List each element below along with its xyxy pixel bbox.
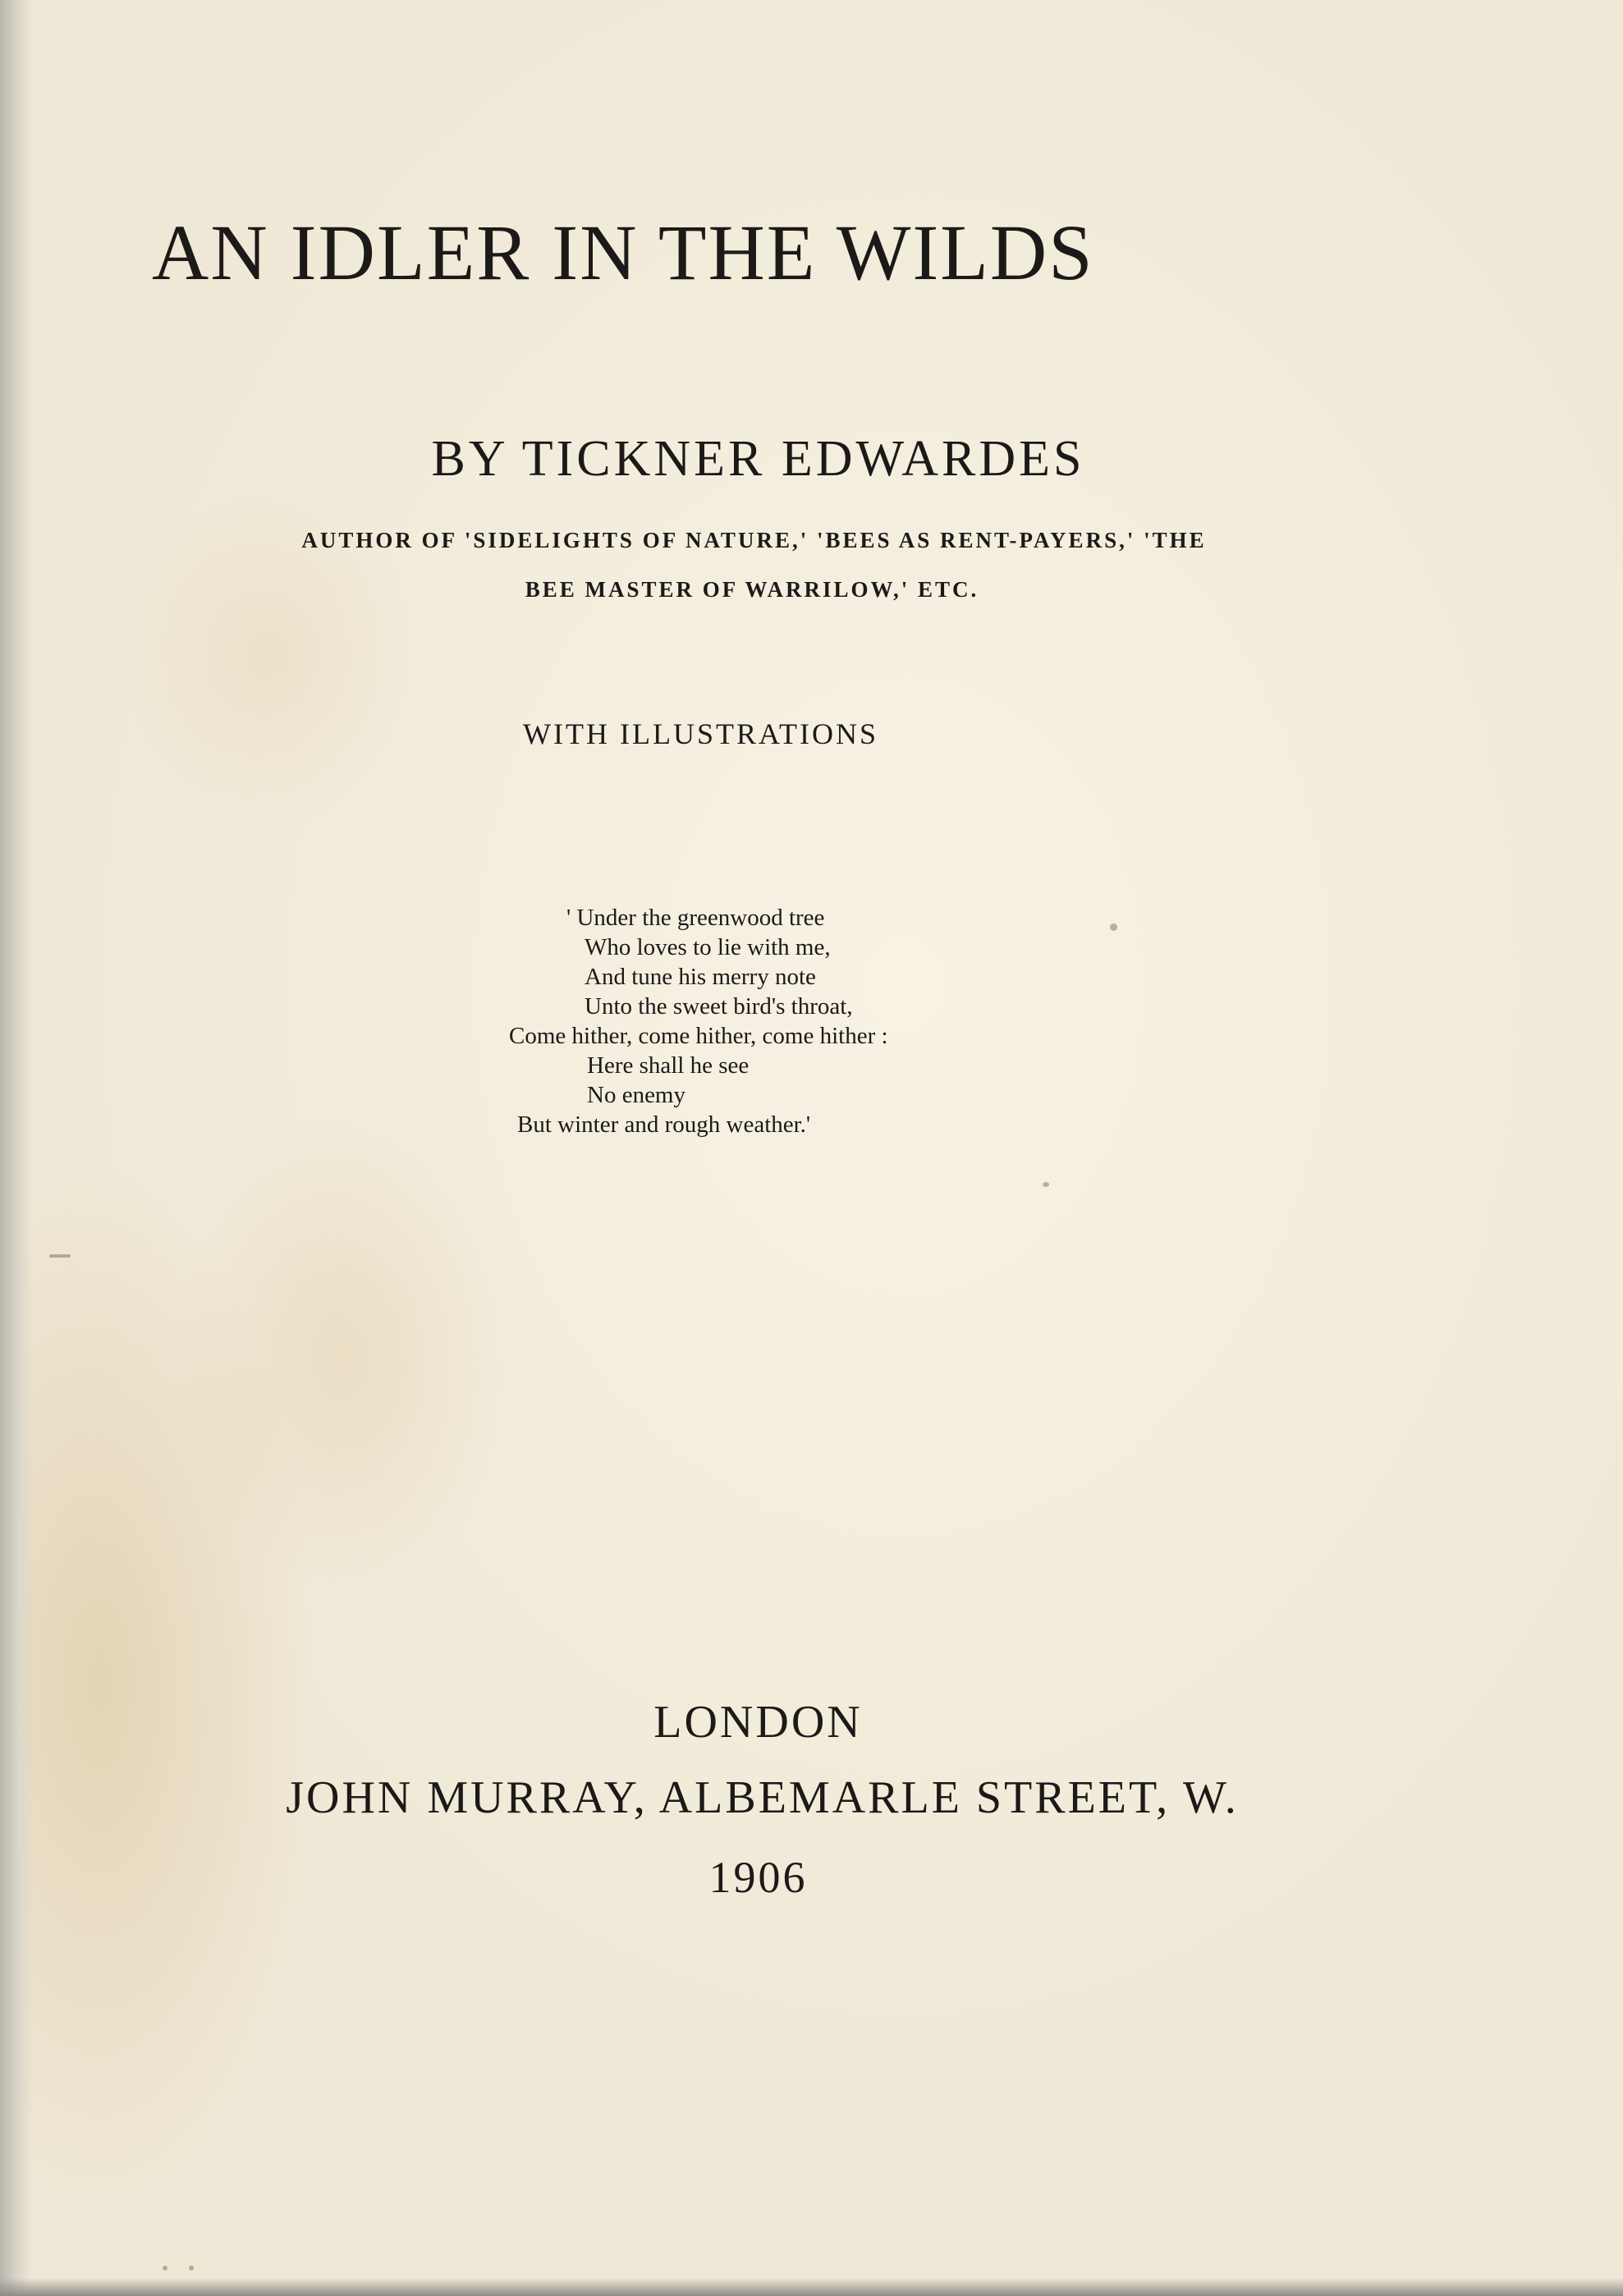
epigraph-line: Unto the sweet bird's throat,: [585, 993, 853, 1020]
epigraph-line: Come hither, come hither, come hither :: [509, 1023, 888, 1049]
foxing-speck: [189, 2266, 194, 2271]
page-bottom-edge: [0, 2278, 1623, 2296]
foxing-speck: [1043, 1182, 1049, 1187]
book-title: AN IDLER IN THE WILDS: [152, 209, 1094, 296]
imprint-year: 1906: [708, 1853, 808, 1902]
author-previous-works-line1: AUTHOR OF 'SIDELIGHTS OF NATURE,' 'BEES AS RENT-PAYERS,' 'THE: [301, 528, 1207, 552]
illustrations-note-text: WITH ILLUSTRATIONS: [523, 717, 878, 750]
imprint-publisher: JOHN MURRAY, ALBEMARLE STREET, W.: [286, 1772, 1239, 1823]
foxing-speck: [163, 2266, 167, 2271]
author-byline: [0, 431, 1623, 487]
epigraph-line: Here shall he see: [587, 1052, 750, 1079]
author-previous-works: [0, 516, 1623, 614]
epigraph-line: And tune his merry note: [585, 964, 816, 990]
epigraph-verse: [509, 903, 1084, 1139]
imprint-city: LONDON: [653, 1697, 863, 1748]
illustrations-note: [0, 719, 1623, 749]
epigraph-line: No enemy: [587, 1082, 685, 1108]
epigraph-line: But winter and rough weather.': [517, 1111, 811, 1138]
foxing-speck: [1110, 923, 1117, 931]
page-gutter-shadow: [0, 0, 33, 2296]
publisher-imprint: [0, 1699, 1623, 1900]
foxing-speck: [49, 1254, 71, 1258]
epigraph-line: Who loves to lie with me,: [585, 934, 831, 960]
author-previous-works-line2: BEE MASTER OF WARRILOW,' ETC.: [525, 577, 979, 602]
epigraph-line: ' Under the greenwood tree: [566, 905, 825, 931]
author-byline-text: BY TICKNER EDWARDES: [431, 431, 1085, 487]
